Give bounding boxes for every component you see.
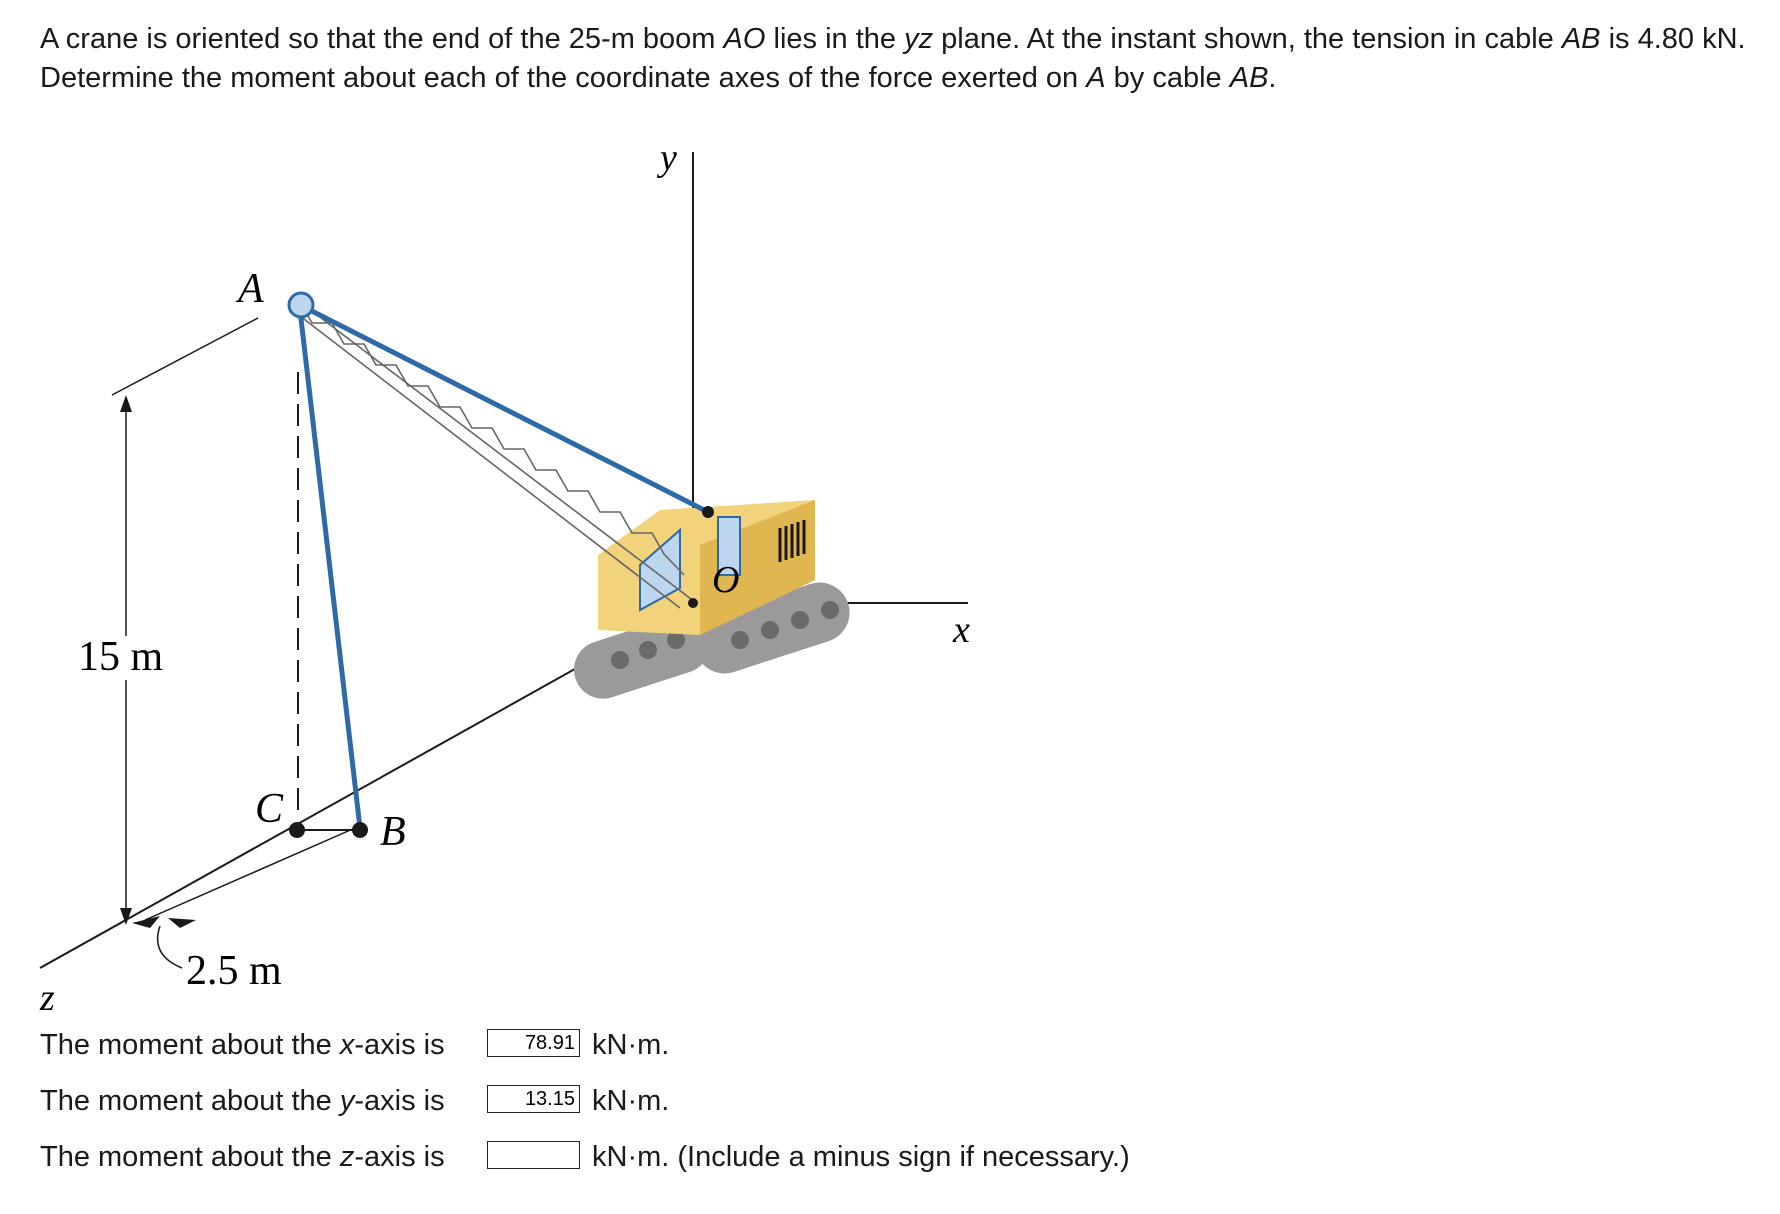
- dim-2-5m-arrow-icon: [132, 916, 160, 928]
- problem-text-segment: A crane is oriented so that the end of the 25-m boom: [40, 23, 724, 55]
- dim-arrow-up-icon: [120, 395, 132, 412]
- point-c-dot: [289, 822, 305, 838]
- answer-row-z: [40, 1137, 1440, 1177]
- origin-dot: [688, 598, 698, 608]
- answer-unit-x: kN·m.: [592, 1029, 670, 1061]
- problem-text-segment: A: [1086, 62, 1106, 94]
- pulley-a-icon: [289, 293, 313, 317]
- problem-text-segment: .: [1268, 62, 1277, 94]
- top-reference-line: [112, 318, 258, 395]
- y-axis-label: y: [660, 137, 677, 179]
- b-ground-line: [145, 828, 355, 920]
- point-b-label: B: [380, 809, 406, 855]
- cable-ab: [300, 310, 360, 828]
- answer-unit-z: kN·m. (Include a minus sign if necessary.): [592, 1141, 1130, 1173]
- answer-question-x: The moment about the x-axis is: [40, 1029, 445, 1061]
- problem-text-segment: AO: [723, 23, 766, 55]
- problem-text-segment: is 4.80 kN. Determine the moment about each of the coordinate axes of the force exerted on: [40, 23, 1746, 94]
- dim-2-5m-leader: [158, 926, 182, 968]
- answer-question-z: The moment about the z-axis is: [40, 1141, 445, 1173]
- point-c-label: C: [255, 786, 284, 832]
- point-a-label: A: [238, 266, 264, 312]
- problem-text-segment: lies in the: [765, 23, 905, 55]
- dimension-15m-label: 15 m: [78, 634, 164, 680]
- answer-row-y: [40, 1081, 1440, 1121]
- answer-z-input[interactable]: [487, 1141, 580, 1169]
- problem-text-segment: AB: [1561, 23, 1601, 55]
- problem-text-segment: AB: [1229, 62, 1269, 94]
- answer-y-input[interactable]: [487, 1085, 580, 1113]
- crane-top-point: [702, 506, 714, 518]
- point-o-label: O: [712, 559, 740, 601]
- problem-text-segment: plane. At the instant shown, the tension in cable: [933, 23, 1562, 55]
- answer-x-input[interactable]: [487, 1029, 580, 1057]
- point-b-dot: [352, 822, 368, 838]
- cable-a-to-crane: [300, 305, 708, 512]
- x-axis-label: x: [953, 609, 970, 651]
- dimension-2-5m-label: 2.5 m: [186, 948, 282, 994]
- answer-unit-y: kN·m.: [592, 1085, 670, 1117]
- problem-text-segment: by cable: [1105, 62, 1230, 94]
- problem-text-segment: yz: [904, 23, 934, 55]
- z-axis-label: z: [40, 977, 55, 1019]
- answer-row-x: [40, 1025, 1440, 1065]
- dim-2-5m-arrow-icon: [168, 918, 196, 928]
- answer-question-y: The moment about the y-axis is: [40, 1085, 445, 1117]
